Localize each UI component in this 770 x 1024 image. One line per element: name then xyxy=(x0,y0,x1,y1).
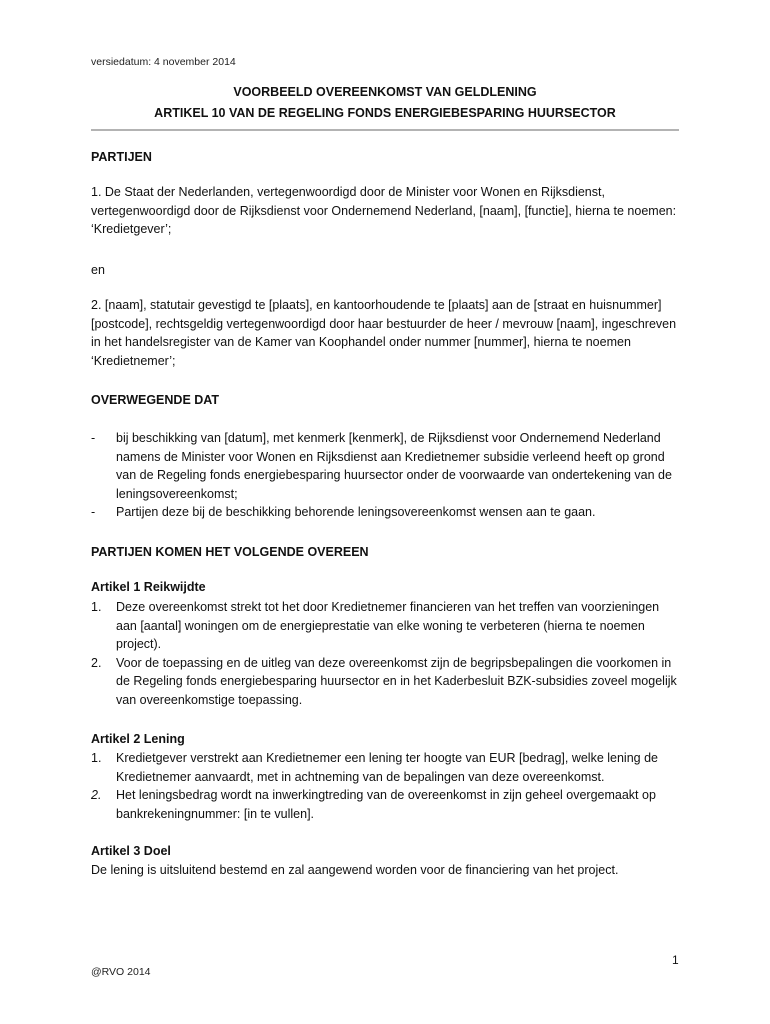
article-2-heading: Artikel 2 Lening xyxy=(91,732,185,746)
list-item-text: Voor de toepassing en de uitleg van deze overeenkomst zijn de begripsbepalingen die voorkomen in de Regeling fonds energiebesparing huursector en in het Kaderbesluit BZK-subsidies zoveel mogelijk van overeenkomstige toepassing. xyxy=(116,655,677,707)
list-marker: 2. xyxy=(91,788,102,803)
list-item xyxy=(91,598,681,654)
version-date: versiedatum: 4 november 2014 xyxy=(91,56,236,68)
title-divider xyxy=(91,129,679,131)
article-1-list xyxy=(91,598,681,710)
list-marker: 1. xyxy=(91,600,102,614)
section-heading-komen-overeen: PARTIJEN KOMEN HET VOLGENDE OVEREEN xyxy=(91,545,369,559)
party-2-paragraph: 2. [naam], statutair gevestigd te [plaats], en kantoorhoudende te [plaats] aan de [straat en huisnummer] [postcode], rechtsgeldig vertegenwoordigd door haar bestuurder de heer / mevrouw [naam], ingeschreven in het handelsregister van de Kamer van Koophandel onder nummer [nummer], hierna te noemen ‘Kredietnemer’; xyxy=(91,298,677,368)
article-3-paragraph: De lening is uitsluitend bestemd en zal aangewend worden voor de financiering van het project. xyxy=(91,863,619,877)
party-1-paragraph: 1. De Staat der Nederlanden, vertegenwoordigd door de Minister voor Wonen en Rijksdienst, vertegenwoordigd door de Rijksdienst voor Ondernemend Nederland, [naam], [functie], hierna te noemen: ‘Kredietgever’; xyxy=(91,185,677,237)
list-item xyxy=(91,503,681,522)
article-2-list xyxy=(91,749,681,823)
document-title: VOORBEELD OVEREENKOMST VAN GELDLENING xyxy=(233,85,537,99)
list-item-text: Het leningsbedrag wordt na inwerkingtreding van de overeenkomst in zijn geheel overgemaakt op bankrekeningnummer: [in te vullen]. xyxy=(116,788,656,821)
list-item xyxy=(91,654,681,710)
list-marker: 1. xyxy=(91,751,102,765)
list-item xyxy=(91,429,681,503)
article-1-heading: Artikel 1 Reikwijdte xyxy=(91,580,206,594)
connector-text: en xyxy=(91,263,105,277)
document-subtitle: ARTIKEL 10 VAN DE REGELING FONDS ENERGIEBESPARING HUURSECTOR xyxy=(154,106,616,120)
list-marker: - xyxy=(91,505,96,520)
list-item-text: Deze overeenkomst strekt tot het door Kredietnemer financieren van het treffen van voorzieningen aan [aantal] woningen om de energieprestatie van elke woning te verbeteren (hierna te noemen project). xyxy=(116,600,660,652)
list-marker: 2. xyxy=(91,655,102,670)
overwegende-list xyxy=(91,429,681,522)
section-heading-overwegende: OVERWEGENDE DAT xyxy=(91,393,220,407)
list-item-text: bij beschikking van [datum], met kenmerk [kenmerk], de Rijksdienst voor Ondernemend Nederland namens de Minister voor Wonen en Rijksdienst aan Kredietnemer subsidie verleend heeft op grond van de Regeling fonds energiebesparing huursector onder de voorwaarde van ondertekening van de leningsovereenkomst; xyxy=(116,431,672,501)
list-item xyxy=(91,749,681,786)
footer-copyright: @RVO 2014 xyxy=(91,966,151,978)
section-heading-partijen: PARTIJEN xyxy=(91,150,152,164)
list-item-text: Kredietgever verstrekt aan Kredietnemer een lening ter hoogte van EUR [bedrag], welke lening de Kredietnemer aanvaardt, met in achtneming van de bepalingen van deze overeenkomst. xyxy=(116,751,658,784)
list-item xyxy=(91,786,681,823)
page-number: 1 xyxy=(672,953,679,967)
article-3-heading: Artikel 3 Doel xyxy=(91,844,171,858)
list-item-text: Partijen deze bij de beschikking behorende leningsovereenkomst wensen aan te gaan. xyxy=(116,505,596,520)
list-marker: - xyxy=(91,431,96,445)
